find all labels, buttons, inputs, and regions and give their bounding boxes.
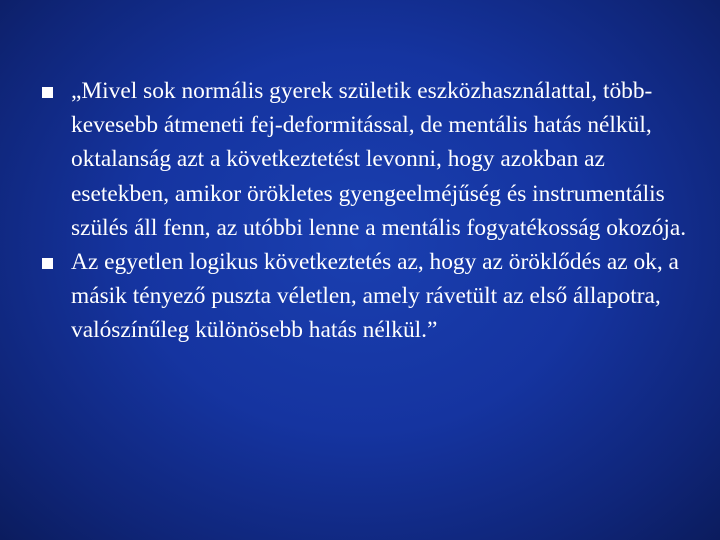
- bullet-text: „Mivel sok normális gyerek születik eszközhasználattal, több-kevesebb átmeneti fej-deformitással, de mentális hatás nélkül, oktalanság azt a következtetést levonni, hogy azokban az esetekben, amikor örökletes gyengeelméjűség és instrumentális szülés áll fenn, az utóbbi lenne a mentális fogyatékosság okozója.: [71, 78, 687, 241]
- bullet-item-1: [40, 74, 700, 245]
- square-bullet-icon: [42, 258, 53, 269]
- bullet-list: [40, 74, 700, 348]
- square-bullet-icon: [42, 87, 53, 98]
- bullet-text: Az egyetlen logikus következtetés az, hogy az öröklődés az ok, a másik tényező puszta véletlen, amely rávetült az első állapotra, valószínűleg különösebb hatás nélkül.”: [71, 249, 679, 344]
- bullet-item-2: [40, 245, 700, 348]
